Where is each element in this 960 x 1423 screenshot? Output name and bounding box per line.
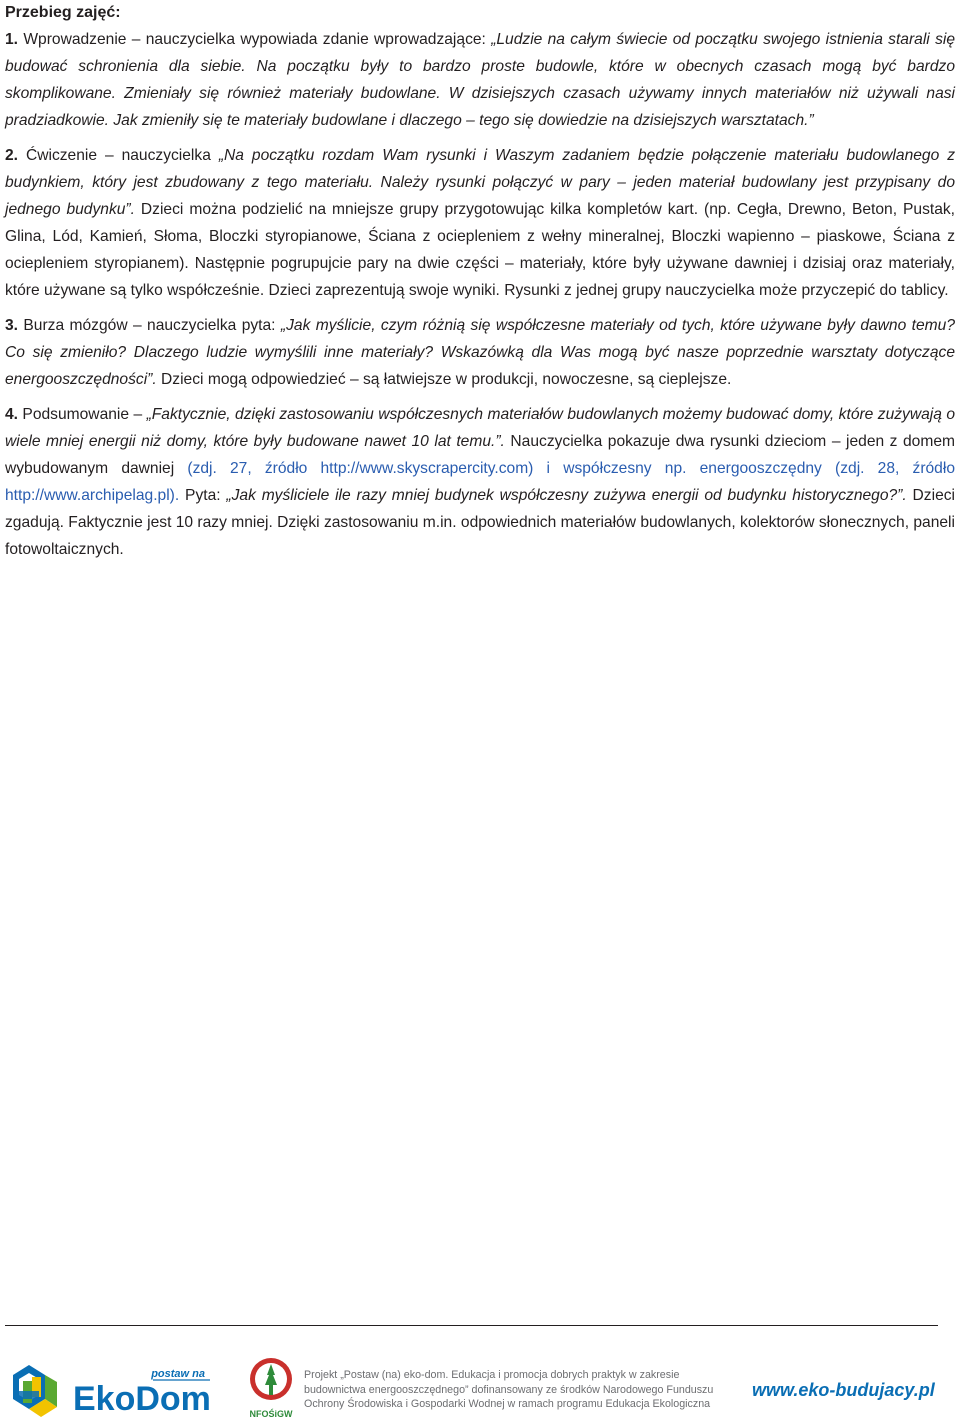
project-line: Ochrony Środowiska i Gospodarki Wodnej w ramach programu Edukacja Ekologiczna bbox=[304, 1398, 711, 1410]
step-4-paragraph bbox=[5, 401, 955, 563]
website-link[interactable]: www.eko-budujacy.pl bbox=[752, 1380, 935, 1400]
paragraph-text: Podsumowanie – bbox=[18, 406, 147, 423]
paragraph-text: Dzieci mogą odpowiedzieć – są łatwiejsze w produkcji, nowoczesne, są cieplejsze. bbox=[156, 371, 732, 388]
nfosigw-logo bbox=[245, 1355, 297, 1421]
nfosigw-label: NFOŚiGW bbox=[249, 1409, 293, 1419]
step-number: 4. bbox=[5, 406, 19, 423]
paragraph-text: Dzieci zgadują. Faktycznie jest 10 razy mniej. Dzięki zastosowaniu m.in. odpowiednich materiałów budowlanych, kolektorów słonecznych, paneli fotowoltaicznych. bbox=[5, 487, 955, 558]
section-heading: Przebieg zajęć: bbox=[5, 4, 121, 21]
step-2-paragraph bbox=[5, 142, 955, 304]
step-3-paragraph bbox=[5, 312, 955, 393]
quoted-text: „Jak myślicie, czym różnią się współczesne materiały od tych, które używane były dawno temu? Co się zmieniło? Dlaczego ludzie wymyślili inne materiały? Wskazówką dla Was mogą być nasze poprzednie warsztaty dotyczące energooszczędności”. bbox=[5, 317, 956, 388]
paragraph-text: Nauczycielka pokazuje dwa rysunki dzieciom – jeden z domem wybudowanym dawniej bbox=[5, 433, 955, 477]
paragraph-text: Dzieci można podzielić na mniejsze grupy przygotowując kilka kompletów kart. (np. Cegła, Drewno, Beton, Pustak, Glina, Lód, Kamień, Słoma, Bloczki styropianowe, Ściana z ociepleniem z wełny mineralnej, Bloczki wapienno – piaskowe, Ściana z ociepleniem styropianem). Następnie pogrupujcie pary na dwie części – materiały, które były używane dawniej i dzisiaj oraz materiały, które używane są tylko współcześnie. Dzieci zaprezentują swoje wyniki. Rysunki z jednej grupy nauczycielka może przyczepić do tablicy. bbox=[5, 201, 955, 299]
paragraph-text: Pyta: bbox=[179, 487, 227, 504]
document-body bbox=[5, 0, 955, 571]
paragraph-text: Burza mózgów – nauczycielka pyta: bbox=[18, 317, 281, 334]
quoted-text: „Na początku rozdam Wam rysunki i Waszym zadaniem będzie połączenie materiału budowlanego z budynkiem, który jest zbudowany z tego materiału. Należy rysunki połączyć w pary – jeden materiał budowlany jest przypisany do jednego budynku”. bbox=[5, 147, 956, 218]
project-line: Projekt „Postaw (na) eko-dom. Edukacja i promocja dobrych praktyk w zakresie bbox=[304, 1369, 680, 1381]
ekodom-name: EkoDom bbox=[73, 1380, 211, 1418]
quoted-text: „Faktycznie, dzięki zastosowaniu współczesnych materiałów budowlanych możemy budować domy, które zużywają o wiele mniej energii niż domy, które były budowane nawet 10 lat temu.”. bbox=[5, 406, 955, 450]
ekodom-emblem-icon bbox=[13, 1365, 57, 1417]
project-line: budownictwa energooszczędnego” dofinansowany ze środków Narodowego Funduszu bbox=[304, 1383, 714, 1396]
ekodom-tagline: postaw na bbox=[151, 1368, 205, 1380]
paragraph-text: Wprowadzenie – nauczycielka wypowiada zdanie wprowadzające: bbox=[18, 31, 492, 48]
step-number: 3. bbox=[5, 317, 19, 334]
quoted-text: „Jak myśliciele ile razy mniej budynek współczesny zużywa energii od budynku historycznego?”. bbox=[226, 487, 907, 504]
ekodom-logo bbox=[5, 1355, 215, 1421]
paragraph-text: Ćwiczenie – nauczycielka bbox=[18, 147, 219, 164]
quoted-text: „Ludzie na całym świecie od początku swojego istnienia starali się budować schronienia dla siebie. Na początku były to bardzo proste budowle, które w obecnych czasach mogą być bardzo skomplikowane. Zmieniały się również materiały budowlane. W dzisiejszych czasach używamy innych materiałów niż używali nasi pradziadkowie. Jak zmieniły się te materiały budowlane i dlaczego – tego się dowiedzie na dzisiejszych warsztatach.” bbox=[5, 31, 956, 129]
step-number: 2. bbox=[5, 147, 19, 164]
project-info bbox=[304, 1368, 744, 1412]
footer-divider bbox=[5, 1325, 938, 1326]
step-1-paragraph bbox=[5, 26, 955, 134]
step-number: 1. bbox=[5, 31, 19, 48]
nfosigw-emblem-icon bbox=[250, 1358, 292, 1400]
source-reference: (zdj. 27, źródło http://www.skyscrapercity.com) i współczesny np. energooszczędny (zdj. 28, źródło http://www.archipelag.pl). bbox=[5, 460, 955, 504]
